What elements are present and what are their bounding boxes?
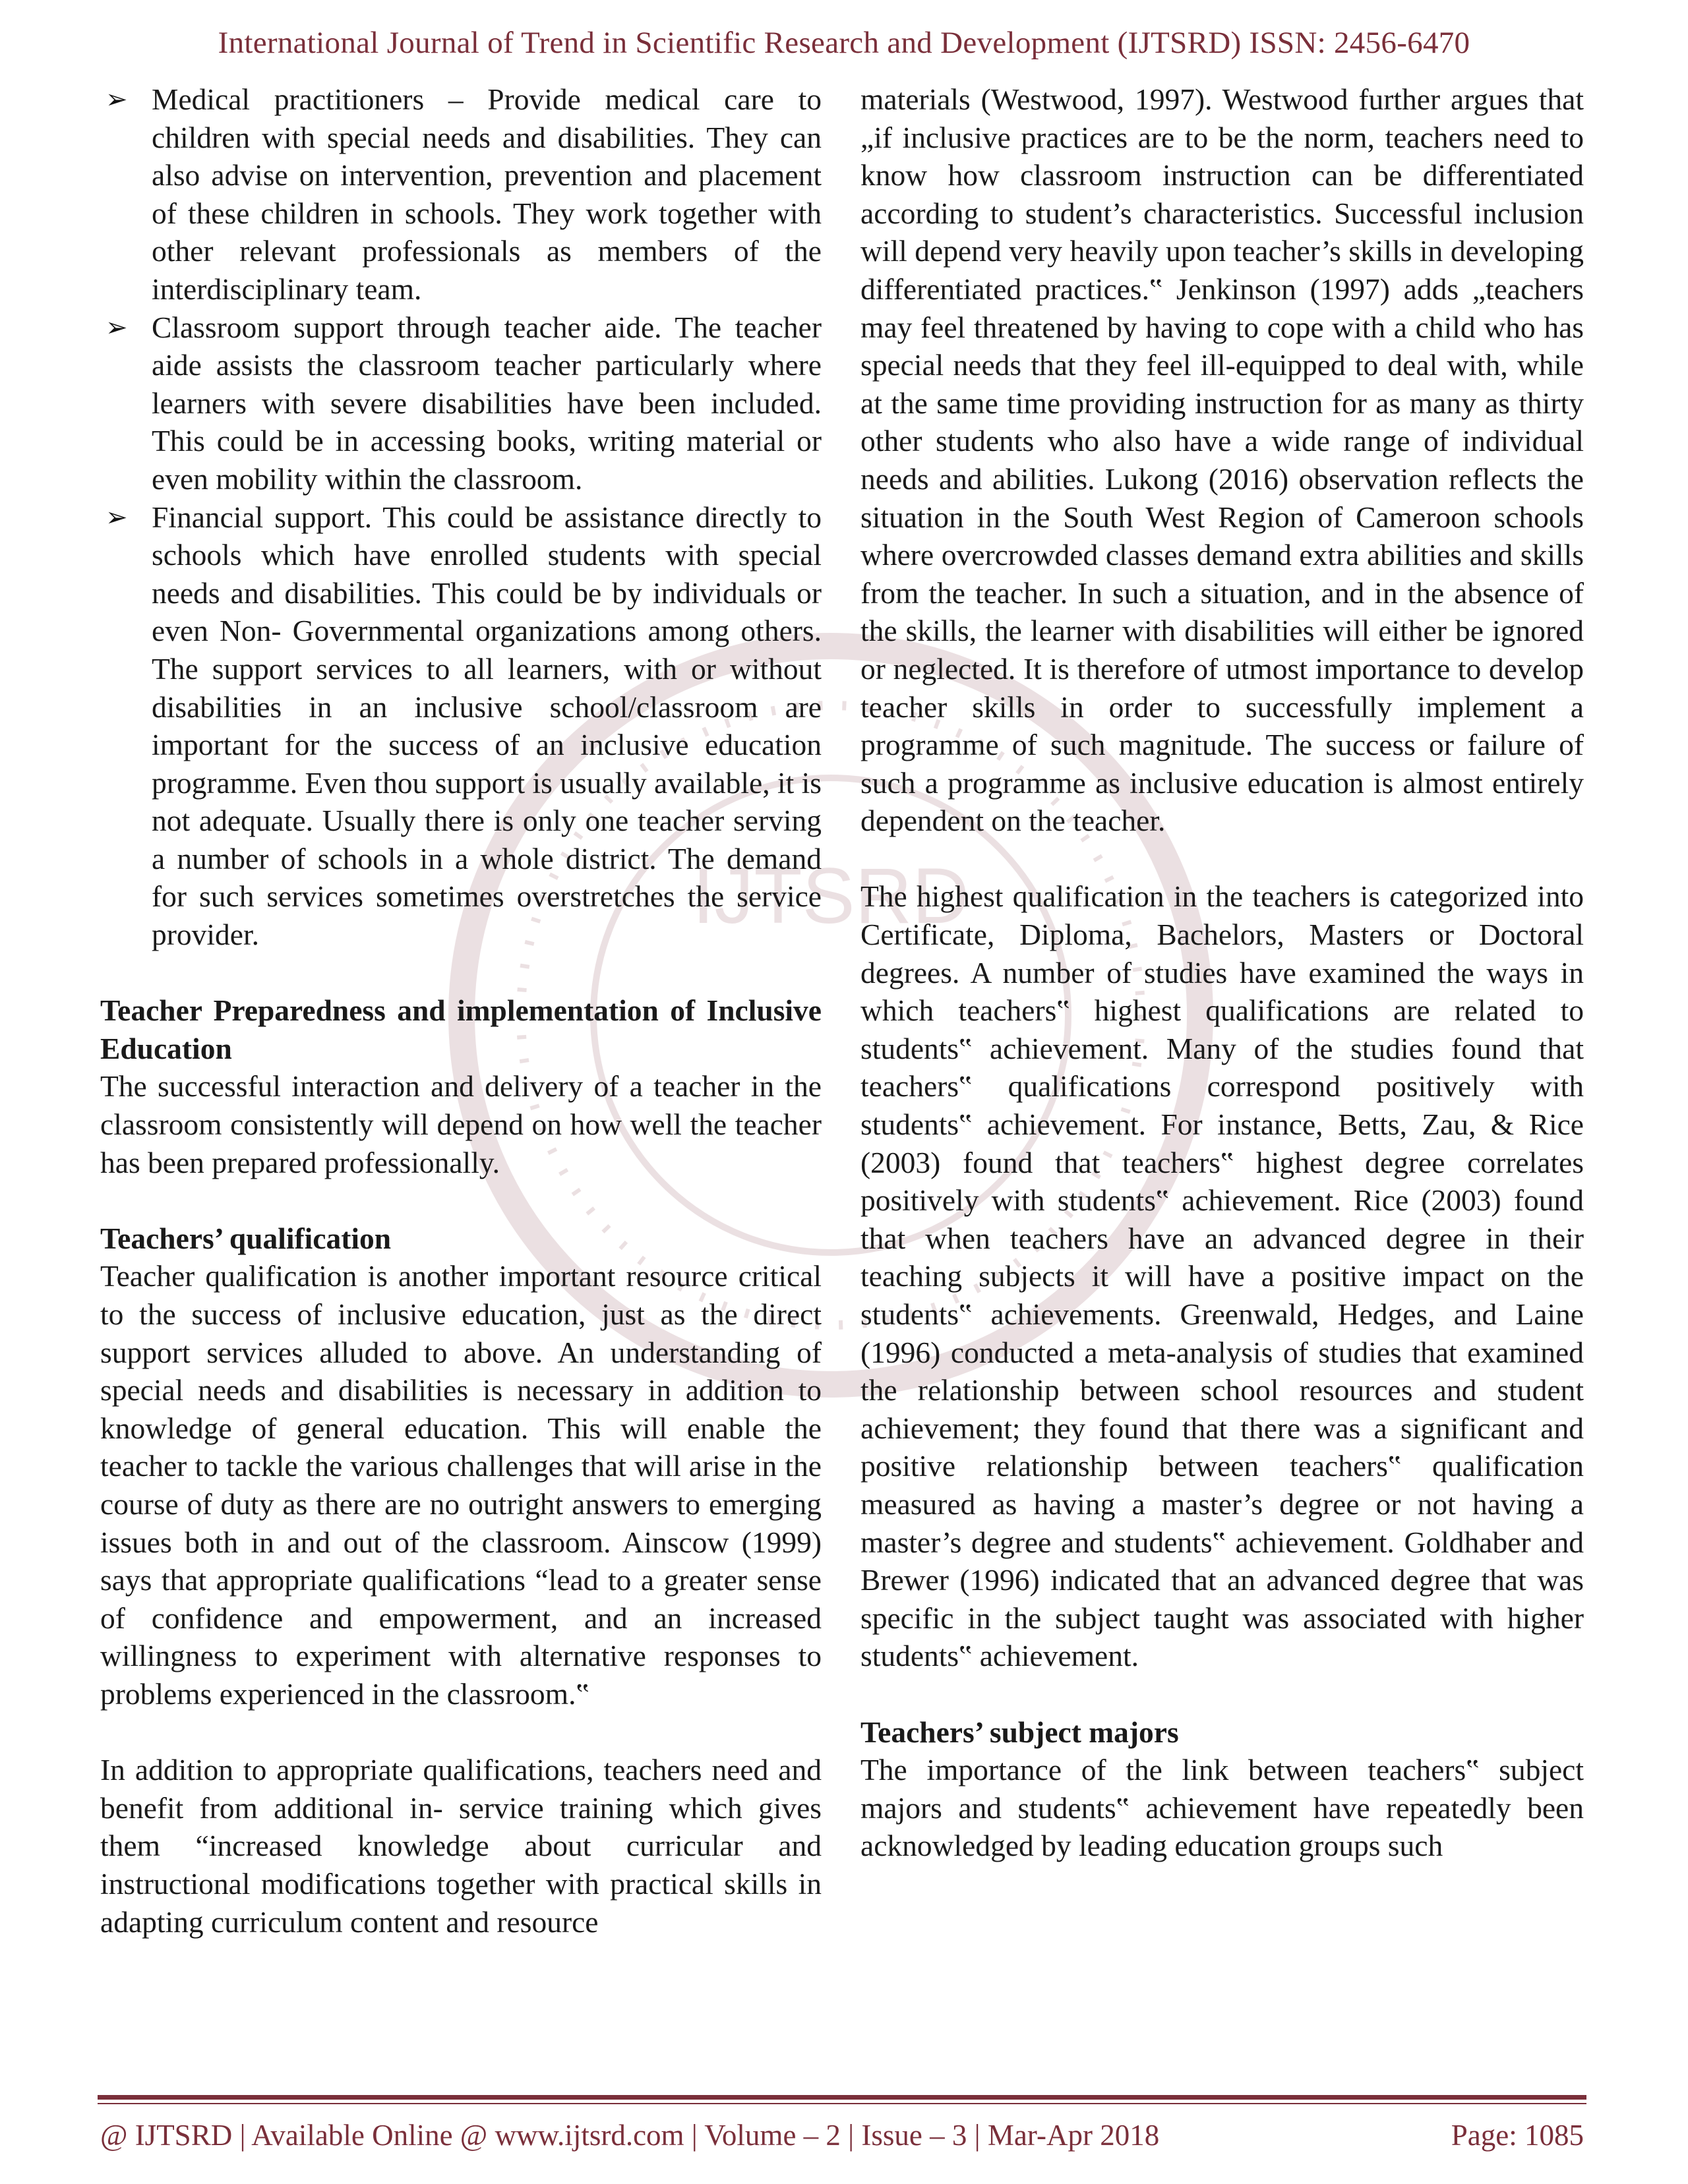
left-column [100, 80, 822, 1941]
spacer [100, 954, 822, 992]
page-number: Page: 1085 [1451, 2119, 1584, 2152]
paragraph: materials (Westwood, 1997). Westwood further argues that „if inclusive practices are to be the norm, teachers need to know how classroom instruction can be differentiated according to student’s characteristics. Successful inclusion will depend very heavily upon teacher’s skills in developing differentiated practices.‟ Jenkinson (1997) adds „teachers may feel threatened by having to cope with a child who has special needs that they feel ill-equipped to deal with, while at the same time providing instruction for as many as thirty other students who also have a wide range of individual needs and abilities. Lukong (2016) observation reflects the situation in the South West Region of Cameroon schools where overcrowded classes demand extra abilities and skills from the teacher. In such a situation, and in the absence of the skills, the learner with disabilities will either be ignored or neglected. It is therefore of utmost importance to develop teacher skills in order to successfully implement a programme of such magnitude. The success or failure of such a programme as inclusive education is almost entirely dependent on the teacher. [860, 82, 1584, 838]
spacer [100, 1181, 822, 1220]
paragraph: The successful interaction and delivery of a teacher in the classroom consistently will depend on how well the teacher has been prepared professionally. [100, 1069, 822, 1179]
page-footer [100, 2118, 1584, 2152]
support-services-list [100, 80, 822, 954]
bullet-text: Financial support. This could be assistance directly to schools which have enrolled students with special needs and disabilities. This could be by individuals or even Non- Governmental organizations among others. The support services to all learners, with or without disabilities in an inclusive school/classroom are important for the success of an inclusive education programme. Even thou support is usually available, it is not adequate. Usually there is only one teacher serving a number of schools in a whole district. The demand for such services sometimes overstretches the service provider. [152, 500, 822, 952]
paragraph: The highest qualification in the teachers is categorized into Certificate, Diploma, Bachelors, Masters or Doctoral degrees. A number of studies have examined the ways in which teachers‟ highest qualifications are related to students‟ achievement. Many of the studies found that teachers‟ qualifications correspond positively with students‟ achievement. For instance, Betts, Zau, & Rice (2003) found that teachers‟ highest degree correlates positively with students‟ achievement. Rice (2003) found that when teachers have an advanced degree in their teaching subjects it will have a positive impact on the students‟ achievements. Greenwald, Hedges, and Laine (1996) conducted a meta-analysis of studies that examined the relationship between school resources and student achievement; they found that there was a significant and positive relationship between teachers‟ qualification measured as having a master’s degree or not having a master’s degree and students‟ achievement. Goldhaber and Brewer (1996) indicated that an advanced degree that was specific in the subject taught was associated with higher students‟ achievement. [860, 879, 1584, 1673]
list-item [100, 80, 822, 309]
svg-text:IJTSRD: IJTSRD [692, 852, 969, 940]
list-item [100, 498, 822, 954]
arrow-bullet-icon: ➢ [106, 84, 128, 114]
footer-rule-thin [98, 2103, 1586, 2104]
spacer [860, 1675, 1584, 1713]
section-heading: Teachers’ qualification [100, 1221, 392, 1255]
list-item [100, 309, 822, 498]
right-column [860, 80, 1584, 1865]
spacer [100, 1713, 822, 1752]
spacer [860, 840, 1584, 878]
bullet-text: Medical practitioners – Provide medical care to children with special needs and disabilities. They can also advise on intervention, prevention and placement of these children in schools. They work together with other relevant professionals as members of the interdisciplinary team. [152, 82, 822, 306]
footer-journal-info: @ IJTSRD | Available Online @ www.ijtsrd.com | Volume – 2 | Issue – 3 | Mar-Apr 2018 [100, 2119, 1160, 2152]
paragraph: The importance of the link between teachers‟ subject majors and students‟ achievement have repeatedly been acknowledged by leading education groups such [860, 1753, 1584, 1863]
section-heading: Teachers’ subject majors [860, 1715, 1179, 1749]
paragraph: Teacher qualification is another important resource critical to the success of inclusive education, just as the direct support services alluded to above. An understanding of special needs and disabilities is necessary in addition to knowledge of general education. This will enable the teacher to tackle the various challenges that will arise in the course of duty as there are no outright answers to emerging issues both in and out of the classroom. Ainscow (1999) says that appropriate qualifications “lead to a greater sense of confidence and empowerment, and an increased willingness to experiment with alternative responses to problems experienced in the classroom.‟ [100, 1259, 822, 1711]
section-heading: Teacher Preparedness and implementation of Inclusive Education [100, 993, 822, 1065]
running-header: International Journal of Trend in Scientific Research and Development (IJTSRD) ISSN: 2456-6470 [218, 26, 1470, 60]
paragraph: In addition to appropriate qualifications, teachers need and benefit from additional in- service training which gives them “increased knowledge about curricular and instructional modifications together with practical skills in adapting curriculum content and resource [100, 1753, 822, 1939]
bullet-text: Classroom support through teacher aide. The teacher aide assists the classroom teacher particularly where learners with severe disabilities have been included. This could be in accessing books, writing material or even mobility within the classroom. [152, 310, 822, 496]
arrow-bullet-icon: ➢ [106, 312, 128, 342]
footer-rule-thick [98, 2095, 1586, 2100]
arrow-bullet-icon: ➢ [106, 502, 128, 532]
